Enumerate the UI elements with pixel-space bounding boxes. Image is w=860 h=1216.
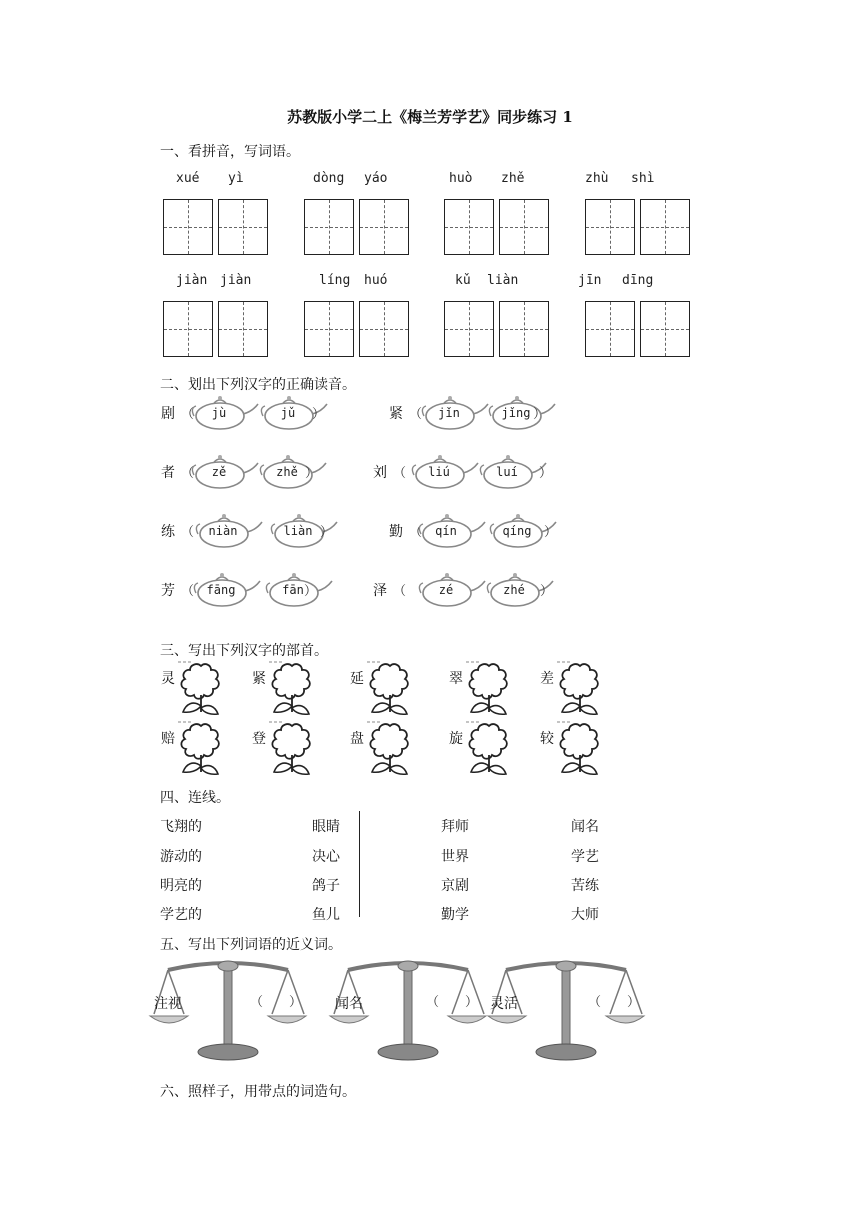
teapot-option[interactable] bbox=[415, 569, 487, 611]
radical-char: 差 bbox=[540, 671, 554, 687]
writing-grid-box[interactable] bbox=[218, 199, 268, 255]
match-word[interactable]: 飞翔的 bbox=[160, 819, 202, 835]
paren-open: （ bbox=[181, 466, 195, 481]
paren-close: ） bbox=[320, 525, 334, 540]
match-word[interactable]: 学艺 bbox=[571, 849, 599, 865]
writing-grid-box[interactable] bbox=[359, 301, 409, 357]
paren-open: （ bbox=[181, 407, 195, 422]
pinyin: dīng bbox=[622, 273, 654, 288]
radical-char: 盘 bbox=[350, 731, 364, 747]
paren-open: （ bbox=[409, 407, 423, 422]
match-word[interactable]: 京剧 bbox=[441, 878, 469, 894]
writing-grid-box[interactable] bbox=[163, 301, 213, 357]
flower-answer-box[interactable] bbox=[367, 720, 413, 778]
pinyin-option: luí bbox=[496, 465, 518, 479]
writing-grid-box[interactable] bbox=[499, 199, 549, 255]
paren-close: ） bbox=[312, 407, 326, 422]
reading-char: 紧 bbox=[389, 406, 403, 422]
paren-close: ） bbox=[544, 525, 558, 540]
balance-scale-icon bbox=[328, 958, 488, 1068]
pinyin-option: jù bbox=[211, 406, 227, 420]
radical-char: 紧 bbox=[252, 671, 266, 687]
reading-char: 芳 bbox=[161, 583, 175, 599]
match-word[interactable]: 游动的 bbox=[160, 849, 202, 865]
section-5-heading: 五、写出下列词语的近义词。 bbox=[160, 937, 342, 953]
match-word[interactable]: 苦练 bbox=[571, 878, 599, 894]
writing-grid-box[interactable] bbox=[499, 301, 549, 357]
paren-close: ） bbox=[304, 584, 318, 599]
pinyin-option: niàn bbox=[208, 524, 238, 538]
flower-answer-box[interactable] bbox=[178, 660, 224, 718]
pinyin: xué bbox=[176, 171, 200, 186]
radical-char: 延 bbox=[350, 671, 364, 687]
pinyin: huò bbox=[449, 171, 473, 186]
synonym-blank[interactable]: （ ） bbox=[426, 995, 479, 1010]
pinyin-option: jǐn bbox=[438, 406, 460, 420]
match-word[interactable]: 学艺的 bbox=[160, 907, 202, 923]
synonym-word: 灵活 bbox=[490, 996, 518, 1012]
paren-close: ） bbox=[539, 466, 553, 481]
reading-char: 泽 bbox=[373, 583, 387, 599]
reading-char: 刘 bbox=[373, 465, 387, 481]
radical-char: 赔 bbox=[161, 731, 175, 747]
radical-char: 灵 bbox=[161, 671, 175, 687]
synonym-word: 注视 bbox=[154, 996, 182, 1012]
page-title: 苏教版小学二上《梅兰芳学艺》同步练习 1 bbox=[287, 108, 573, 126]
radical-char: 翠 bbox=[449, 671, 463, 687]
writing-grid-box[interactable] bbox=[359, 199, 409, 255]
writing-grid-box[interactable] bbox=[304, 301, 354, 357]
writing-grid-box[interactable] bbox=[640, 199, 690, 255]
flower-answer-box[interactable] bbox=[466, 720, 512, 778]
writing-grid-box[interactable] bbox=[444, 199, 494, 255]
section-6-heading: 六、照样子，用带点的词造句。 bbox=[160, 1084, 356, 1100]
section-1-heading: 一、看拼音，写词语。 bbox=[160, 144, 300, 160]
flower-answer-box[interactable] bbox=[178, 720, 224, 778]
reading-char: 勤 bbox=[389, 524, 403, 540]
synonym-blank[interactable]: （ ） bbox=[588, 995, 641, 1010]
writing-grid-box[interactable] bbox=[304, 199, 354, 255]
pinyin: yáo bbox=[364, 171, 388, 186]
match-word[interactable]: 眼睛 bbox=[312, 819, 340, 835]
pinyin-option: jǐng bbox=[501, 406, 531, 420]
paren-open: （ bbox=[181, 525, 195, 540]
writing-grid-box[interactable] bbox=[585, 199, 635, 255]
pinyin-option: zě bbox=[211, 465, 227, 479]
section-4-heading: 四、连线。 bbox=[160, 790, 230, 806]
teapot-option[interactable] bbox=[188, 451, 260, 493]
flower-answer-box[interactable] bbox=[269, 720, 315, 778]
section-3-heading: 三、写出下列汉字的部首。 bbox=[160, 643, 328, 659]
writing-grid-box[interactable] bbox=[163, 199, 213, 255]
pinyin-option: zhě bbox=[276, 465, 298, 479]
flower-answer-box[interactable] bbox=[557, 720, 603, 778]
pinyin-option: liú bbox=[428, 465, 450, 479]
synonym-blank[interactable]: （ ） bbox=[250, 995, 303, 1010]
match-word[interactable]: 大师 bbox=[571, 907, 599, 923]
match-word[interactable]: 世界 bbox=[441, 849, 469, 865]
pinyin-option: liàn bbox=[283, 524, 313, 538]
pinyin-option: fāng bbox=[206, 583, 236, 597]
pinyin: liàn bbox=[487, 273, 519, 288]
pinyin-option: qín bbox=[435, 524, 457, 538]
balance-scale-icon bbox=[148, 958, 308, 1068]
paren-close: ） bbox=[305, 466, 319, 481]
teapot-option[interactable] bbox=[408, 451, 480, 493]
teapot-option[interactable] bbox=[476, 451, 548, 493]
teapot-option[interactable] bbox=[192, 510, 264, 552]
pinyin: kǔ bbox=[455, 273, 471, 288]
match-word[interactable]: 闻名 bbox=[571, 819, 599, 835]
pinyin: jiàn bbox=[176, 273, 208, 288]
radical-char: 登 bbox=[252, 731, 266, 747]
reading-char: 练 bbox=[161, 524, 175, 540]
match-word[interactable]: 决心 bbox=[312, 849, 340, 865]
pinyin: líng bbox=[319, 273, 351, 288]
paren-open: （ bbox=[181, 584, 195, 599]
flower-answer-box[interactable] bbox=[367, 660, 413, 718]
flower-answer-box[interactable] bbox=[466, 660, 512, 718]
pinyin: shì bbox=[631, 171, 655, 186]
pinyin-option: zé bbox=[438, 583, 454, 597]
teapot-option[interactable] bbox=[188, 392, 260, 434]
match-word[interactable]: 拜师 bbox=[441, 819, 469, 835]
match-word[interactable]: 鸽子 bbox=[312, 878, 340, 894]
balance-scale-icon bbox=[486, 958, 646, 1068]
teapot-option[interactable] bbox=[418, 392, 490, 434]
pinyin: huó bbox=[364, 273, 388, 288]
teapot-option[interactable] bbox=[190, 569, 262, 611]
match-word[interactable]: 明亮的 bbox=[160, 878, 202, 894]
paren-close: ） bbox=[540, 584, 554, 599]
writing-grid-box[interactable] bbox=[218, 301, 268, 357]
reading-char: 者 bbox=[161, 465, 175, 481]
pinyin: zhě bbox=[501, 171, 525, 186]
section-2-heading: 二、划出下列汉字的正确读音。 bbox=[160, 377, 356, 393]
synonym-word: 闻名 bbox=[335, 996, 363, 1012]
paren-open: （ bbox=[393, 466, 407, 481]
writing-grid-box[interactable] bbox=[585, 301, 635, 357]
pinyin: zhù bbox=[585, 171, 609, 186]
paren-open: （ bbox=[409, 525, 423, 540]
pinyin-option: qíng bbox=[502, 524, 532, 538]
pinyin-option: jǔ bbox=[280, 406, 296, 420]
reading-char: 剧 bbox=[161, 406, 175, 422]
pinyin-option: zhé bbox=[503, 583, 525, 597]
column-divider bbox=[359, 811, 360, 917]
writing-grid-box[interactable] bbox=[444, 301, 494, 357]
flower-answer-box[interactable] bbox=[557, 660, 603, 718]
paren-close: ） bbox=[533, 407, 547, 422]
match-word[interactable]: 勤学 bbox=[441, 907, 469, 923]
writing-grid-box[interactable] bbox=[640, 301, 690, 357]
pinyin: jiàn bbox=[220, 273, 252, 288]
teapot-option[interactable] bbox=[485, 392, 557, 434]
radical-char: 旋 bbox=[449, 731, 463, 747]
pinyin: yì bbox=[228, 171, 244, 186]
match-word[interactable]: 鱼儿 bbox=[312, 907, 340, 923]
flower-answer-box[interactable] bbox=[269, 660, 315, 718]
teapot-option[interactable] bbox=[262, 569, 334, 611]
pinyin: jīn bbox=[578, 273, 602, 288]
pinyin-option: fān bbox=[282, 583, 304, 597]
paren-open: （ bbox=[393, 584, 407, 599]
teapot-option[interactable] bbox=[415, 510, 487, 552]
pinyin: dòng bbox=[313, 171, 345, 186]
radical-char: 较 bbox=[540, 731, 554, 747]
